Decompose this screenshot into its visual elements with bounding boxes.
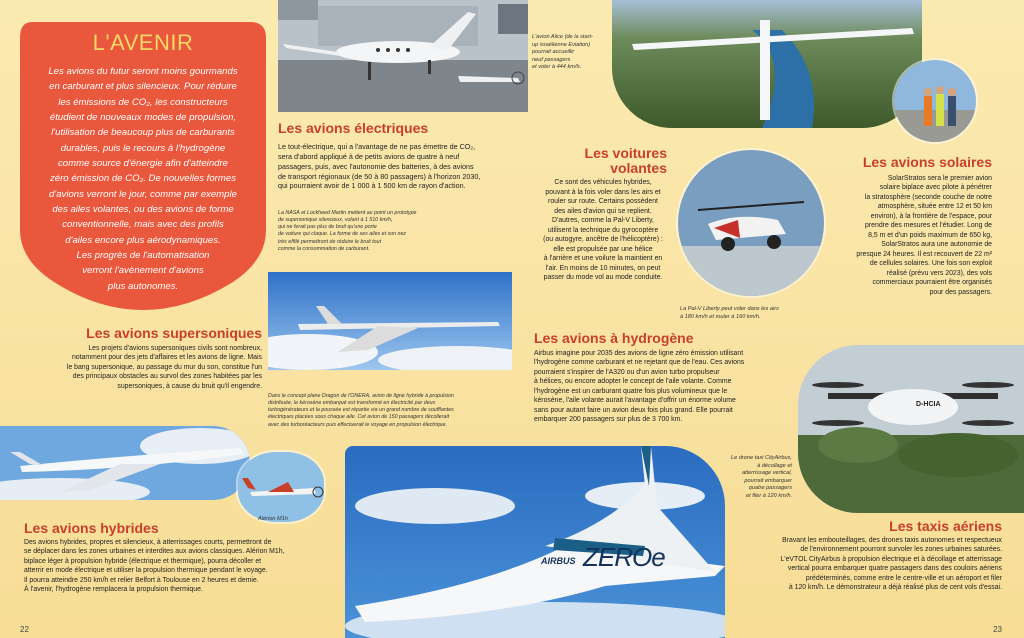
alice-photo [278,0,528,112]
page-number-left: 22 [20,625,29,634]
cityairbus-photo [798,345,1024,513]
solar-title: Les avions solaires [862,154,992,170]
intro-panel [18,20,268,312]
supersonic-text: Les projets d'avions supersoniques civils sont nombreux, notamment pour des jets d'affaires et les avions de ligne. Mais le bang supersonique, au passage du mur du son, constitue l'un des principaux obstacles au survol des zones habitées par les supersoniques, à cause du bruit qu'il engendre. [66,344,262,390]
hybrid-title: Les avions hybrides [24,520,159,536]
intro-title: L'AVENIR [92,30,194,55]
hydrogen-title: Les avions à hydrogène [534,330,694,346]
palv-caption: La Pal-V Liberty peut voler dans les airs à 180 km/h et rouler à 160 km/h. [680,306,779,320]
alice-caption: L'avion Alice (de la start- up israélienne Eviation) pourrait accueillir neuf passagers et voler à 444 km/h. [532,34,593,71]
cars-title: Les voitures volantes [584,145,667,176]
supersonic-photo [268,272,512,370]
palv-photo [678,150,824,296]
supersonic-title: Les avions supersoniques [86,325,262,341]
hydrogen-text: Airbus imagine pour 2035 des avions de ligne zéro émission utilisant l'hydrogène comme carburant et ne rejetant que de l'eau. Ces avions pourraient s'inspirer de l'A320 ou d'un avion turbo propulseur à hélices, ou encore adopter le concept de l'aile volante. Comme l'hydrogène est un carburant quatre fois plus volumineux que le kérosène, l'aile volante aurait l'avantage d'offrir un énorme volume sans pour autant faire un avion deux fois plus grand. Elle pourrait embarquer 200 passagers sur plus de 3 700 km. [534,349,745,424]
solar-aerial-photo [612,0,922,128]
solar-team-photo [894,60,976,142]
electric-title: Les avions électriques [278,120,429,136]
nasa-caption: La NASA et Lockheed Martin mettent au point un prototype de supersonique silencieux, volant à 1 510 km/h, qui ne ferait pas plus de bruit qu'une porte de voiture qui claque. La forme de ses ailes et son nez très effilé permettront de réduire le bruit tout comme la consommation de carburant. [278,210,417,252]
intro-text: Les avions du futur seront moins gourmands en carburant et plus silencieux. Pour réduire les émissions de CO₂, les constructeurs étudient de nouveaux modes de propulsion, l'utilisation de beaucoup plus de carburants durables, puis le recours à l'hydrogène comme source d'énergie afin d'atteindre zéro émission de CO₂. De nouvelles formes d'avions verront le jour, comme par exemple des ailes volantes, ou des avions de forme conventionnelle, mais avec des profils d'ailes encore plus aérodynamiques. Les progrès de l'automatisation verront l'avènement d'avions plus autonomes. [48,66,238,292]
dragon-photo [0,426,250,500]
electric-text: Le tout-électrique, qui a l'avantage de ne pas émettre de CO₂, sera d'abord appliqué à de petits avions de quatre à neuf passagers, puis, avec l'autonomie des batteries, à des avions de transport régionaux (de 50 à 80 passagers) à l'horizon 2030, qui pourraient avoir de 1 000 à 1 500 km de rayon d'action. [278,141,481,191]
alerion-photo [238,452,324,522]
zeroe-logo: ZEROe [583,542,665,572]
airbus-logo: AIRBUS [541,556,576,566]
taxi-text: Bravant les embouteillages, des drones taxis autonomes et respectueux de l'environnement pourront survoler les zones urbaines saturées. L'eVTOL CityAirbus à propulsion électrique et à décollage et atterrissage vertical pourra embarquer quatre passagers dans des couloirs aériens prédéterminés, comme entre le centre-ville et un aéroport et filer à 120 km/h. Le démonstrateur a déjà réalisé plus de cent vols d'essai. [780,536,1002,592]
zeroe-photo [345,446,725,638]
cityairbus-reg: D-HCIA [916,401,941,408]
hybrid-text: Des avions hybrides, propres et silencieux, à atterrissages courts, permettront de se déplacer dans les zones urbaines et interdites aux avions classiques. Alérion M1h, biplace léger à propulsion hybride (électrique et thermique), pourra décoller et atterrir en mode électrique et utiliser la propulsion thermique pendant le voyage. Il pourra atteindre 250 km/h et relier Belfort à Toulouse en 2 heures et demie. À l'avenir, l'hydrogène remplacera la propulsion thermique. [24,538,285,594]
alerion-caption: Alérion M1h [258,516,288,522]
solar-text: SolarStratos sera le premier avion solaire biplace avec pilote à pénétrer la stratosphère (seconde couche de notre atmosphère, située entre 12 et 50 km environ), à la frontière de l'espace, pour prendre des mesures et l'étudier. Long de 8,5 m et d'un poids maximum de 650 kg, SolarStratos aura une autonomie de presque 24 heures. Il est recouvert de 22 m² de cellules solaires. Une fois son exploit réalisé (prévu vers 2023), des vols commerciaux pourraient être organisés pour des passagers. [856,174,992,296]
cityairbus-caption: Le drone taxi CityAirbus, à décollage et atterrissage vertical, pourrait embarquer quatre passagers et filer à 120 km/h. [731,455,792,499]
cars-text: Ce sont des véhicules hybrides, pouvant à la fois voler dans les airs et rouler sur route. Certains possèdent des ailes d'avion qui se replient. D'autres, comme la Pal-V Liberty, utilisent la technique du gyrocoptère (ou autogyre, ancêtre de l'hélicoptère) : elle est propulsée par une hélice à l'arrière et une voilure la maintient en l'air. En moins de 10 minutes, on peut passer du mode vol au mode conduite. [543,179,663,282]
page-number-right: 23 [993,625,1002,634]
taxi-title: Les taxis aériens [889,518,1002,534]
onera-caption: Dans le concept plane Dragon de l'ONERA, avion de ligne hybride à propulsion distribuée, le kérosène embarqué est transformé en électricité par deux turbogénérateurs et la poussée est répartie via un grand nombre de soufflantes électriques placées sous chaque aile. Cet avion de 150 passagers décollerait avec des turboréacteurs puis effectuerait le voyage en propulsion électrique. [268,393,454,428]
